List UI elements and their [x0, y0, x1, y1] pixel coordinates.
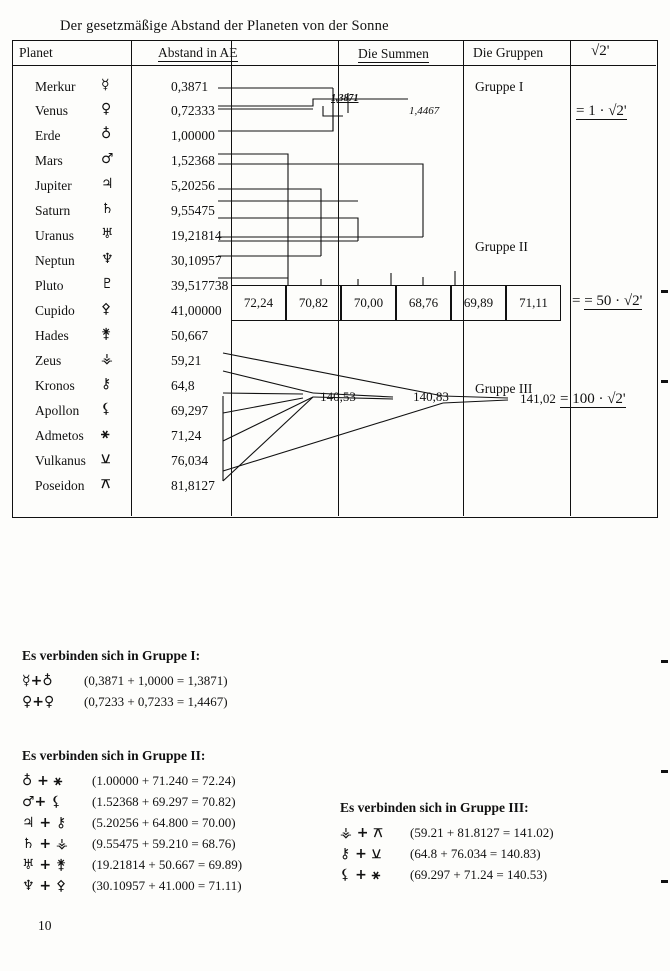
row-distance: 50,667 [171, 328, 209, 343]
row-name: Vulkanus [35, 453, 86, 468]
equation-symbols: ♅ + ⚵ [22, 857, 67, 873]
equation-symbols: ☿+♁ [22, 673, 53, 689]
row-symbol: ⚸ [101, 401, 112, 417]
row-name: Admetos [35, 428, 84, 443]
sum-group3-b: 140,83 [413, 389, 449, 404]
equation-symbols: ♀+♀ [22, 694, 55, 710]
row-name: Neptun [35, 253, 75, 268]
equation-row [340, 846, 554, 862]
row-symbol: ⚶ [101, 351, 113, 367]
sum-value: 68,76 [408, 295, 439, 310]
equation-symbols: ⚷ + ⚺ [340, 846, 382, 862]
equation-symbols: ♆ + ⚴ [22, 878, 67, 894]
page-number: 10 [38, 918, 52, 933]
row-symbol: ⚺ [101, 451, 111, 467]
sum-value: 70,00 [353, 295, 384, 310]
header-sums: Die Summen [358, 46, 429, 61]
equation-text: (59.21 + 81.8127 = 141.02) [410, 825, 554, 840]
row-distance: 69,297 [171, 403, 209, 418]
equation-text: (0,3871 + 1,0000 = 1,3871) [84, 673, 228, 688]
row-distance: 64,8 [171, 378, 195, 393]
row-symbol: ☿ [101, 77, 110, 93]
row-symbol: ♄ [101, 201, 114, 217]
row-distance: 39,517738 [171, 278, 229, 293]
row-name: Venus [35, 103, 68, 118]
equation-row [22, 794, 242, 810]
sum-value: 69,89 [463, 295, 494, 310]
result-group-3: = 100 · √2' [560, 391, 626, 407]
equation-text: (1.52368 + 69.297 = 70.82) [92, 794, 236, 809]
header-planet: Planet [19, 45, 53, 60]
row-distance: 59,21 [171, 353, 202, 368]
row-name: Saturn [35, 203, 71, 218]
group-label-3: Gruppe III [475, 381, 533, 396]
row-distance: 81,8127 [171, 478, 215, 493]
sum-group1-total: 1,4467 [409, 105, 440, 117]
equation-symbols: ♃ + ⚷ [22, 815, 67, 831]
equation-row [22, 773, 242, 789]
row-name: Uranus [35, 228, 74, 243]
row-distance: 5,20256 [171, 178, 215, 193]
scan-artifact [661, 880, 668, 883]
row-distance: 76,034 [171, 453, 209, 468]
row-symbol: ⚴ [101, 301, 112, 317]
row-symbol: ♇ [101, 276, 114, 292]
equation-row [22, 673, 228, 689]
equation-symbols: ⚸ + ⚹ [340, 867, 381, 883]
row-distance: 0,72333 [171, 103, 215, 118]
result-group-1: = 1 · √2' [576, 103, 627, 119]
scan-artifact [661, 660, 668, 663]
row-symbol: ⚷ [101, 376, 112, 392]
equation-row [340, 825, 554, 841]
row-distance: 41,00000 [171, 303, 222, 318]
sum-value: 72,24 [243, 295, 274, 310]
row-distance: 19,21814 [171, 228, 222, 243]
row-name: Hades [35, 328, 69, 343]
row-symbol: ♀ [101, 101, 112, 117]
sum-group3-total: 141,02 [520, 391, 556, 406]
row-symbol: ♁ [101, 126, 112, 142]
sum-group3-a: 140,53 [320, 389, 356, 404]
group1-heading: Es verbinden sich in Gruppe I: [22, 648, 201, 663]
equation-symbols: ♂+ ⚸ [22, 794, 62, 810]
equation-row [340, 867, 554, 883]
equation-symbols: ⚶ + ⚻ [340, 825, 383, 841]
row-name: Kronos [35, 378, 75, 393]
page-title: Der gesetzmäßige Abstand der Planeten von der Sonne [60, 18, 389, 34]
equation-symbols: ♁ + ⚹ [22, 773, 63, 789]
group3-heading: Es verbinden sich in Gruppe III: [340, 800, 529, 815]
scan-artifact [661, 290, 668, 293]
row-distance: 71,24 [171, 428, 202, 443]
scan-artifact [661, 380, 668, 383]
group2-explanation [22, 748, 242, 899]
scan-artifact [661, 770, 668, 773]
equation-text: (69.297 + 71.24 = 140.53) [410, 867, 548, 882]
equation-text: (1.00000 + 71.240 = 72.24) [92, 773, 236, 788]
sum-group1-small: 1,3871 [331, 93, 359, 104]
row-distance: 30,10957 [171, 253, 222, 268]
sum-value: 70,82 [298, 295, 329, 310]
group1-explanation [22, 648, 228, 715]
row-name: Cupido [35, 303, 75, 318]
equation-row [22, 878, 242, 894]
row-name: Merkur [35, 79, 76, 94]
equation-row [22, 815, 242, 831]
planet-distance-table [12, 40, 658, 518]
equation-text: (9.55475 + 59.210 = 68.76) [92, 836, 236, 851]
row-symbol: ⚵ [101, 326, 112, 342]
row-name: Apollon [35, 403, 80, 418]
row-distance: 1,00000 [171, 128, 215, 143]
row-name: Mars [35, 153, 63, 168]
row-name: Zeus [35, 353, 62, 368]
row-symbol: ⚻ [101, 476, 111, 492]
header-groups: Die Gruppen [473, 45, 544, 60]
row-name: Poseidon [35, 478, 85, 493]
equation-symbols: ♄ + ⚶ [22, 836, 68, 852]
equation-text: (19.21814 + 50.667 = 69.89) [92, 857, 243, 872]
equation-text: (64.8 + 76.034 = 140.83) [410, 846, 541, 861]
row-symbol: ♂ [101, 151, 114, 167]
row-distance: 1,52368 [171, 153, 215, 168]
header-distance: Abstand in AE [158, 45, 238, 60]
row-distance: 0,3871 [171, 79, 209, 94]
result-group-2: = = 50 · √2' [572, 293, 643, 309]
equation-text: (5.20256 + 64.800 = 70.00) [92, 815, 236, 830]
equation-row [22, 836, 242, 852]
equation-row [22, 857, 242, 873]
row-symbol: ♅ [101, 226, 114, 242]
header-sqrt: √2' [591, 43, 610, 59]
row-distance: 9,55475 [171, 203, 215, 218]
row-name: Jupiter [35, 178, 72, 193]
row-name: Pluto [35, 278, 64, 293]
group2-heading: Es verbinden sich in Gruppe II: [22, 748, 206, 763]
row-symbol: ⚹ [101, 426, 110, 442]
equation-text: (30.10957 + 41.000 = 71.11) [92, 878, 242, 893]
sum-value: 71,11 [519, 295, 548, 310]
group3-explanation [340, 800, 554, 888]
equation-row [22, 694, 228, 710]
group-label-1: Gruppe I [475, 79, 524, 94]
row-symbol: ♃ [101, 176, 114, 192]
group-label-2: Gruppe II [475, 239, 528, 254]
row-symbol: ♆ [101, 251, 114, 267]
row-name: Erde [35, 128, 61, 143]
equation-text: (0,7233 + 0,7233 = 1,4467) [84, 694, 228, 709]
